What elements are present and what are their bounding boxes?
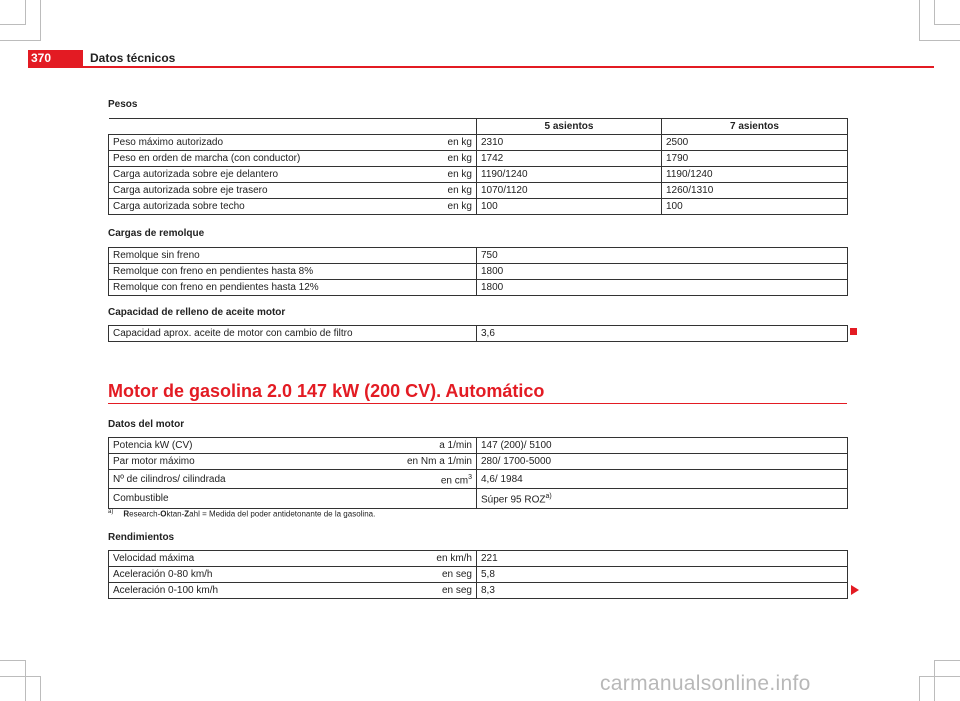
footnote-bold-letter: O bbox=[160, 509, 167, 519]
table-row bbox=[109, 470, 848, 489]
footnote bbox=[108, 509, 375, 519]
value-text: Súper 95 ROZ bbox=[481, 494, 546, 506]
row-label: Carga autorizada sobre eje trasero bbox=[109, 183, 409, 199]
table-aceite bbox=[108, 325, 848, 342]
crop-mark bbox=[40, 0, 41, 40]
row-value: 1790 bbox=[662, 151, 848, 167]
row-label: Par motor máximo bbox=[109, 454, 399, 470]
crop-mark bbox=[934, 24, 960, 25]
row-value: 1742 bbox=[477, 151, 662, 167]
row-unit: en km/h bbox=[399, 551, 477, 567]
section-title-datos-motor: Datos del motor bbox=[108, 419, 185, 430]
row-unit bbox=[399, 489, 477, 508]
crop-mark bbox=[0, 676, 41, 677]
row-value: 1260/1310 bbox=[662, 183, 848, 199]
unit-text: en cm bbox=[440, 475, 469, 487]
table-row bbox=[109, 438, 848, 454]
crop-mark bbox=[919, 0, 920, 40]
row-label: Peso máximo autorizado bbox=[109, 135, 409, 151]
table-row bbox=[109, 248, 848, 264]
col-header-7-asientos: 7 asientos bbox=[662, 119, 848, 135]
table-row bbox=[109, 199, 848, 215]
row-unit: en kg bbox=[409, 167, 477, 183]
crop-mark bbox=[0, 40, 41, 41]
row-unit: a 1/min bbox=[399, 438, 477, 454]
table-row bbox=[109, 551, 848, 567]
table-row bbox=[109, 135, 848, 151]
chapter-rule bbox=[108, 403, 847, 404]
footnote-text: esearch- bbox=[129, 509, 161, 519]
row-value: 5,8 bbox=[477, 567, 848, 583]
row-value bbox=[477, 489, 848, 508]
crop-mark bbox=[25, 660, 26, 701]
table-rendimientos bbox=[108, 550, 848, 599]
header-rule bbox=[28, 66, 934, 68]
section-title-remolque: Cargas de remolque bbox=[108, 228, 205, 239]
crop-mark bbox=[934, 660, 935, 701]
table-row bbox=[109, 326, 848, 342]
row-unit: en Nm a 1/min bbox=[399, 454, 477, 470]
col-header-5-asientos: 5 asientos bbox=[477, 119, 662, 135]
row-value: 100 bbox=[662, 199, 848, 215]
row-label: Potencia kW (CV) bbox=[109, 438, 399, 454]
row-label: Capacidad aprox. aceite de motor con cambio de filtro bbox=[109, 326, 477, 342]
page-number: 370 bbox=[28, 50, 83, 67]
continue-arrow-icon bbox=[851, 585, 859, 595]
table-row bbox=[109, 489, 848, 508]
table-row bbox=[109, 151, 848, 167]
row-value: 1070/1120 bbox=[477, 183, 662, 199]
footnote-mark: a) bbox=[108, 509, 114, 515]
row-unit: en kg bbox=[409, 199, 477, 215]
table-row bbox=[109, 454, 848, 470]
table-row bbox=[109, 264, 848, 280]
row-label: Remolque con freno en pendientes hasta 12% bbox=[109, 280, 477, 296]
footnote-bold-letter: R bbox=[123, 509, 130, 519]
crop-mark bbox=[919, 676, 920, 701]
row-unit: en seg bbox=[399, 583, 477, 599]
table-datos-motor bbox=[108, 437, 848, 509]
footnote-bold-letter: Z bbox=[184, 509, 190, 519]
footnote-text: ktan- bbox=[166, 509, 185, 519]
crop-mark bbox=[919, 40, 960, 41]
crop-mark bbox=[0, 660, 26, 661]
row-value: 221 bbox=[477, 551, 848, 567]
row-value: 1800 bbox=[477, 280, 848, 296]
row-label: Combustible bbox=[109, 489, 399, 508]
section-title-rendimientos: Rendimientos bbox=[108, 532, 175, 543]
footnote-text: ahl = Medida del poder antidetonante de la gasolina. bbox=[189, 509, 376, 519]
table-remolque bbox=[108, 247, 848, 296]
row-unit: en seg bbox=[399, 567, 477, 583]
table-row bbox=[109, 183, 848, 199]
row-value: 280/ 1700-5000 bbox=[477, 454, 848, 470]
crop-mark bbox=[919, 676, 960, 677]
crop-mark bbox=[934, 660, 960, 661]
watermark: carmanualsonline.info bbox=[600, 672, 811, 695]
crop-mark bbox=[934, 0, 935, 24]
row-label: Velocidad máxima bbox=[109, 551, 399, 567]
row-unit: en kg bbox=[409, 151, 477, 167]
crop-mark bbox=[0, 24, 26, 25]
table-row bbox=[109, 583, 848, 599]
row-value: 8,3 bbox=[477, 583, 848, 599]
table-row bbox=[109, 567, 848, 583]
chapter-title: Motor de gasolina 2.0 147 kW (200 CV). Automático bbox=[108, 381, 545, 401]
row-value: 4,6/ 1984 bbox=[477, 470, 848, 489]
table-row bbox=[109, 167, 848, 183]
section-title-aceite: Capacidad de relleno de aceite motor bbox=[108, 307, 286, 318]
section-end-marker bbox=[850, 328, 857, 335]
section-title-pesos: Pesos bbox=[108, 99, 138, 110]
crop-mark bbox=[25, 0, 26, 24]
row-value: 147 (200)/ 5100 bbox=[477, 438, 848, 454]
unit-superscript: 3 bbox=[468, 474, 472, 481]
row-value: 1190/1240 bbox=[662, 167, 848, 183]
table-header-row bbox=[109, 119, 848, 135]
row-label: Remolque sin freno bbox=[109, 248, 477, 264]
page-header-title: Datos técnicos bbox=[90, 51, 176, 65]
row-label: Carga autorizada sobre eje delantero bbox=[109, 167, 409, 183]
row-label: Aceleración 0-80 km/h bbox=[109, 567, 399, 583]
row-value: 750 bbox=[477, 248, 848, 264]
row-label: Peso en orden de marcha (con conductor) bbox=[109, 151, 409, 167]
row-unit: en kg bbox=[409, 135, 477, 151]
table-row bbox=[109, 280, 848, 296]
row-unit: en kg bbox=[409, 183, 477, 199]
row-label: Remolque con freno en pendientes hasta 8% bbox=[109, 264, 477, 280]
row-value: 1190/1240 bbox=[477, 167, 662, 183]
row-value: 3,6 bbox=[477, 326, 848, 342]
row-label: Aceleración 0-100 km/h bbox=[109, 583, 399, 599]
table-pesos bbox=[108, 118, 848, 215]
row-value: 100 bbox=[477, 199, 662, 215]
crop-mark bbox=[40, 676, 41, 701]
row-value: 2310 bbox=[477, 135, 662, 151]
row-label: Carga autorizada sobre techo bbox=[109, 199, 409, 215]
row-value: 1800 bbox=[477, 264, 848, 280]
footnote-ref: a) bbox=[545, 493, 552, 501]
row-unit bbox=[399, 470, 477, 489]
row-label: Nº de cilindros/ cilindrada bbox=[109, 470, 399, 489]
row-value: 2500 bbox=[662, 135, 848, 151]
